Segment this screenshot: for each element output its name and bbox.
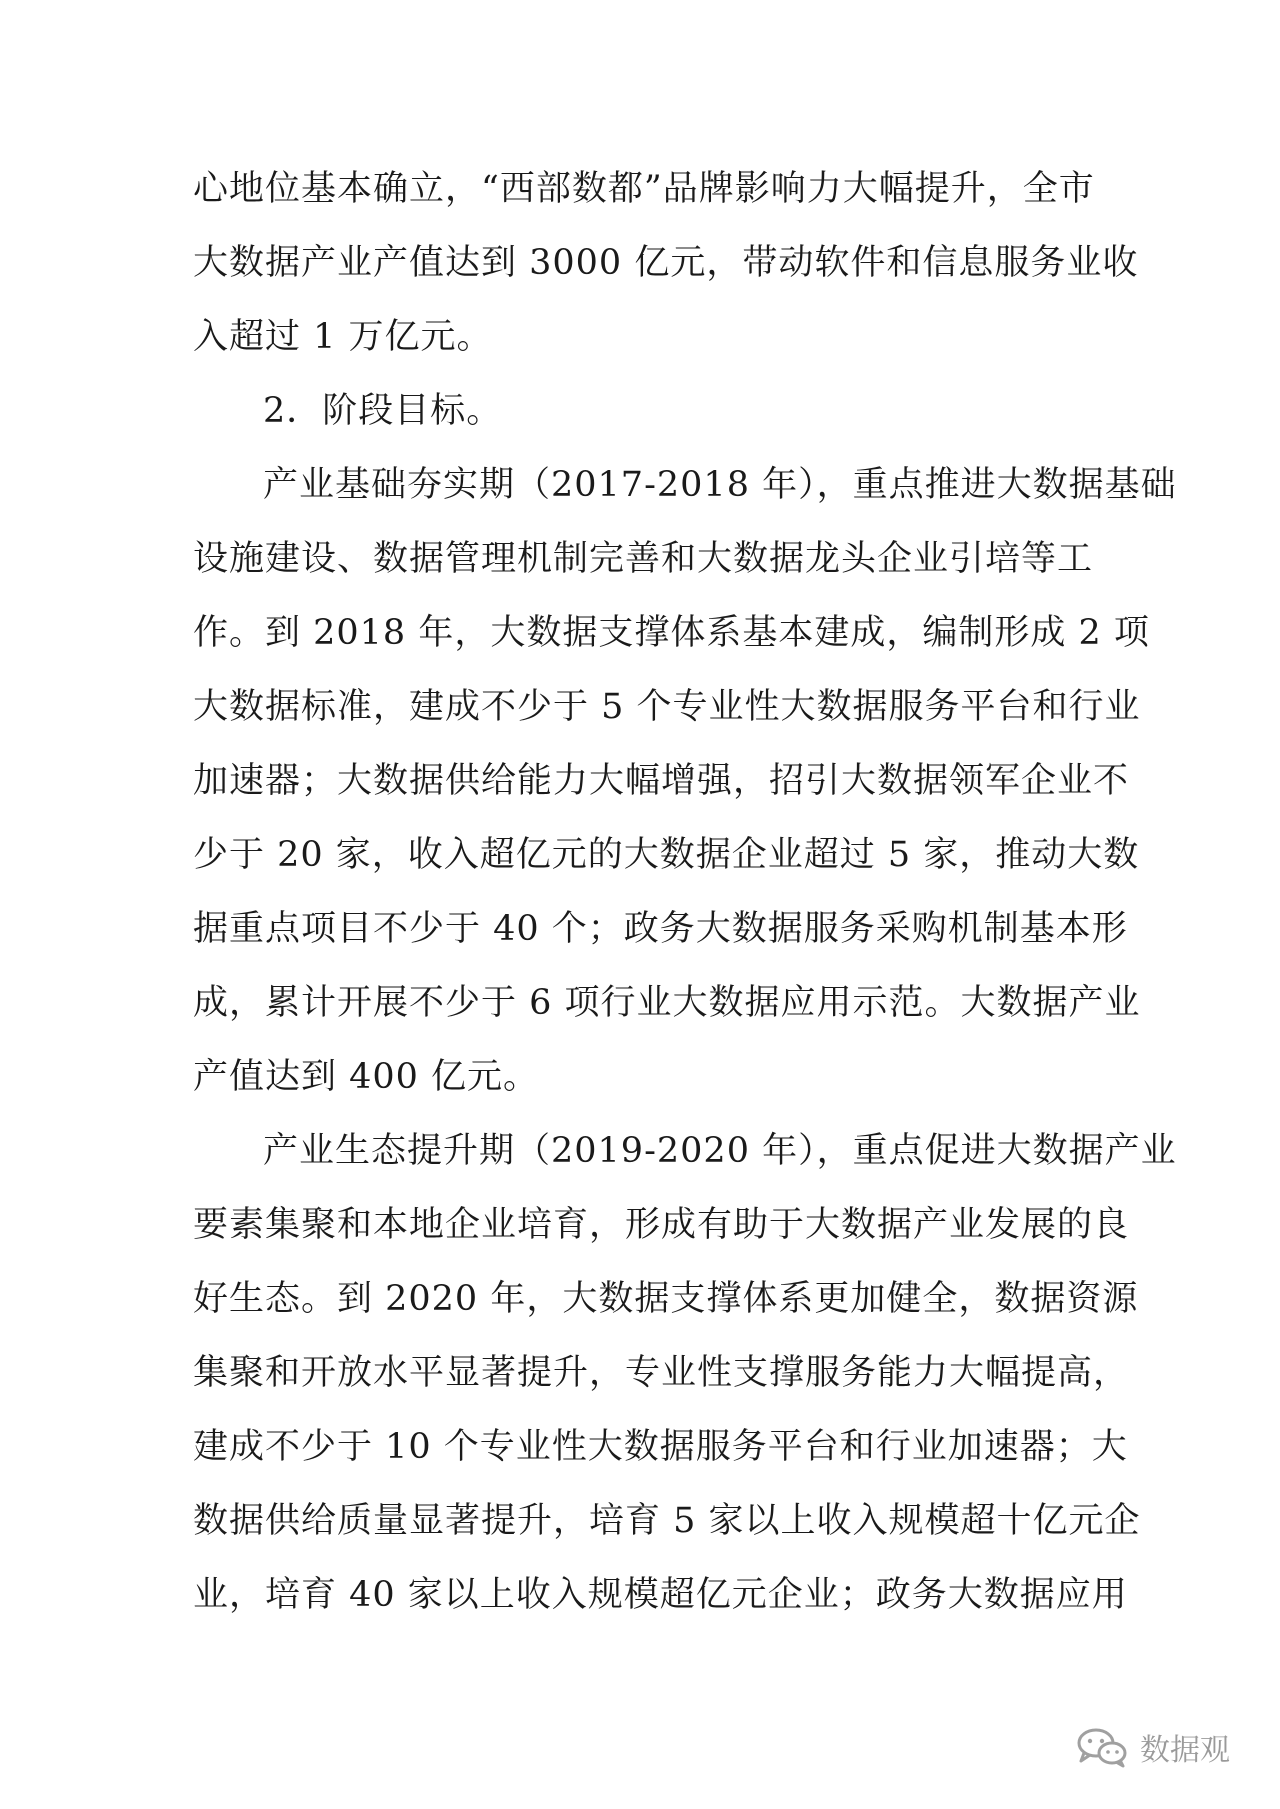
text-line: 据重点项目不少于 40 个；政务大数据服务采购机制基本形 xyxy=(193,909,1128,949)
document-body xyxy=(193,152,1177,1632)
text-line: 建成不少于 10 个专业性大数据服务平台和行业加速器；大 xyxy=(193,1427,1128,1467)
text-line: 设施建设、数据管理机制完善和大数据龙头企业引培等工 xyxy=(193,539,1094,579)
text-line: 要素集聚和本地企业培育，形成有助于大数据产业发展的良 xyxy=(193,1205,1130,1245)
section-heading: 2．阶段目标。 xyxy=(263,391,503,431)
text-line: 好生态。到 2020 年，大数据支撑体系更加健全，数据资源 xyxy=(193,1279,1139,1319)
text-line: 数据供给质量显著提升，培育 5 家以上收入规模超十亿元企 xyxy=(193,1501,1141,1541)
watermark-text: 数据观 xyxy=(1140,1733,1230,1768)
text-line: 心地位基本确立，“西部数都”品牌影响力大幅提升，全市 xyxy=(193,169,1095,209)
text-line: 集聚和开放水平显著提升，专业性支撑服务能力大幅提高， xyxy=(193,1353,1130,1393)
text-line: 加速器；大数据供给能力大幅增强，招引大数据领军企业不 xyxy=(193,761,1130,801)
text-line: 业，培育 40 家以上收入规模超亿元企业；政务大数据应用 xyxy=(193,1575,1128,1615)
text-line: 作。到 2018 年，大数据支撑体系基本建成，编制形成 2 项 xyxy=(193,613,1150,653)
text-line: 大数据产业产值达到 3000 亿元，带动软件和信息服务业收 xyxy=(193,243,1139,283)
text-line: 产业基础夯实期（2017-2018 年），重点推进大数据基础 xyxy=(263,465,1177,505)
wechat-icon xyxy=(1074,1725,1130,1769)
watermark xyxy=(1074,1725,1230,1769)
text-line: 成，累计开展不少于 6 项行业大数据应用示范。大数据产业 xyxy=(193,983,1141,1023)
text-line: 产业生态提升期（2019-2020 年），重点促进大数据产业 xyxy=(263,1131,1177,1171)
text-line: 大数据标准，建成不少于 5 个专业性大数据服务平台和行业 xyxy=(193,687,1141,727)
text-line: 少于 20 家，收入超亿元的大数据企业超过 5 家，推动大数 xyxy=(193,835,1140,875)
text-line: 产值达到 400 亿元。 xyxy=(193,1057,540,1097)
text-line: 入超过 1 万亿元。 xyxy=(193,317,493,357)
